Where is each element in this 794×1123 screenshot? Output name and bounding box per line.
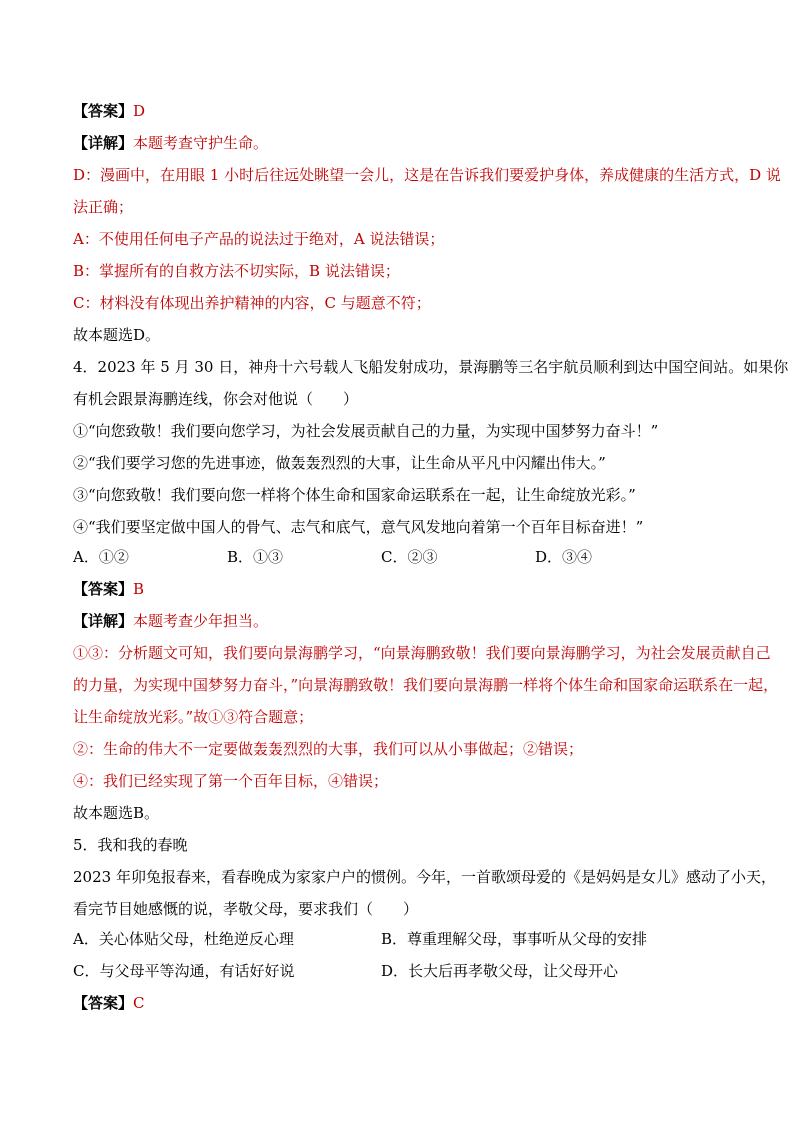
answer-label: 【答案】 bbox=[73, 102, 134, 120]
q3-explain-a: A：不使用任何电子产品的说法过于绝对，A 说法错误； bbox=[73, 230, 445, 248]
q4-stem-2: 有机会跟景海鹏连线，你会对他说（ ） bbox=[73, 390, 359, 408]
q5-choice-b: B．尊重理解父母，事事听从父母的安排 bbox=[381, 930, 648, 948]
q5-choice-d: D．长大后再孝敬父母，让父母开心 bbox=[381, 962, 619, 980]
answer-label: 【答案】 bbox=[73, 994, 134, 1012]
q4-conclusion: 故本题选B。 bbox=[73, 804, 160, 822]
answer-label: 【答案】 bbox=[73, 580, 134, 598]
q4-choice-a: A．①② bbox=[73, 548, 129, 566]
q4-option-1: ①“向您致敬！我们要向您学习，为社会发展贡献自己的力量，为实现中国梦努力奋斗！” bbox=[73, 422, 659, 440]
answer-value: D bbox=[133, 102, 146, 120]
q4-explain-13-1: ①③：分析题文可知，我们要向景海鹏学习，“向景海鹏致敬！我们要向景海鹏学习，为社会发展贡献自己 bbox=[73, 644, 771, 662]
q4-answer-line bbox=[73, 579, 144, 599]
q3-conclusion: 故本题选D。 bbox=[73, 326, 161, 344]
answer-value: C bbox=[133, 994, 145, 1012]
q4-choice-b: B．①③ bbox=[227, 548, 284, 566]
q4-explain-2: ②：生命的伟大不一定要做轰轰烈烈的大事，我们可以从小事做起；②错误； bbox=[73, 740, 584, 758]
q4-explain-13-3: 让生命绽放光彩。”故①③符合题意； bbox=[73, 708, 314, 726]
q5-choice-c: C．与父母平等沟通，有话好好说 bbox=[73, 962, 295, 980]
q5-title: 5．我和我的春晚 bbox=[73, 836, 188, 854]
q4-detail-line bbox=[73, 611, 268, 631]
detail-label: 【详解】 bbox=[73, 134, 134, 152]
q3-explain-b: B：掌握所有的自救方法不切实际，B 说法错误； bbox=[73, 262, 400, 280]
q4-option-2: ②“我们要学习您的先进事迹，做轰轰烈烈的大事，让生命从平凡中闪耀出伟大。” bbox=[73, 454, 606, 472]
q4-choice-c: C．②③ bbox=[381, 548, 438, 566]
q4-option-4: ④“我们要坚定做中国人的骨气、志气和底气，意气风发地向着第一个百年目标奋进！” bbox=[73, 518, 644, 536]
detail-text: 本题考查少年担当。 bbox=[133, 612, 269, 630]
answer-value: B bbox=[133, 580, 145, 598]
q4-explain-4: ④：我们已经实现了第一个百年目标，④错误； bbox=[73, 772, 389, 790]
q5-choice-a: A．关心体贴父母，杜绝逆反心理 bbox=[73, 930, 294, 948]
q5-stem-1: 2023 年卯兔报春来，看春晚成为家家户户的惯例。今年，一首歌颂母爱的《是妈妈是女儿》感动了小天， bbox=[73, 868, 776, 886]
q3-explain-c: C：材料没有体现出养护精神的内容，C 与题意不符； bbox=[73, 294, 431, 312]
q4-choice-d: D．③④ bbox=[535, 548, 593, 566]
q3-explain-d-1: D：漫画中，在用眼 1 小时后往远处眺望一会儿，这是在告诉我们要爱护身体，养成健康的生活方式，D 说 bbox=[73, 166, 781, 184]
q4-option-3: ③“向您致敬！我们要向您一样将个体生命和国家命运联系在一起，让生命绽放光彩。” bbox=[73, 486, 636, 504]
detail-label: 【详解】 bbox=[73, 612, 134, 630]
q4-stem-1: 4．2023 年 5 月 30 日，神舟十六号载人飞船发射成功，景海鹏等三名宇航员顺利到达中国空间站。如果你 bbox=[73, 358, 789, 376]
q3-answer-line bbox=[73, 101, 145, 121]
q3-detail-line bbox=[73, 133, 268, 153]
q3-explain-d-2: 法正确； bbox=[73, 198, 134, 216]
detail-text: 本题考查守护生命。 bbox=[133, 134, 269, 152]
q5-answer-line bbox=[73, 993, 145, 1013]
q5-stem-2: 看完节目她感慨的说，孝敬父母，要求我们（ ） bbox=[73, 900, 419, 918]
q4-explain-13-2: 的力量，为实现中国梦努力奋斗，”向景海鹏致敬！我们要向景海鹏一样将个体生命和国家命运联系在一起， bbox=[73, 676, 779, 694]
